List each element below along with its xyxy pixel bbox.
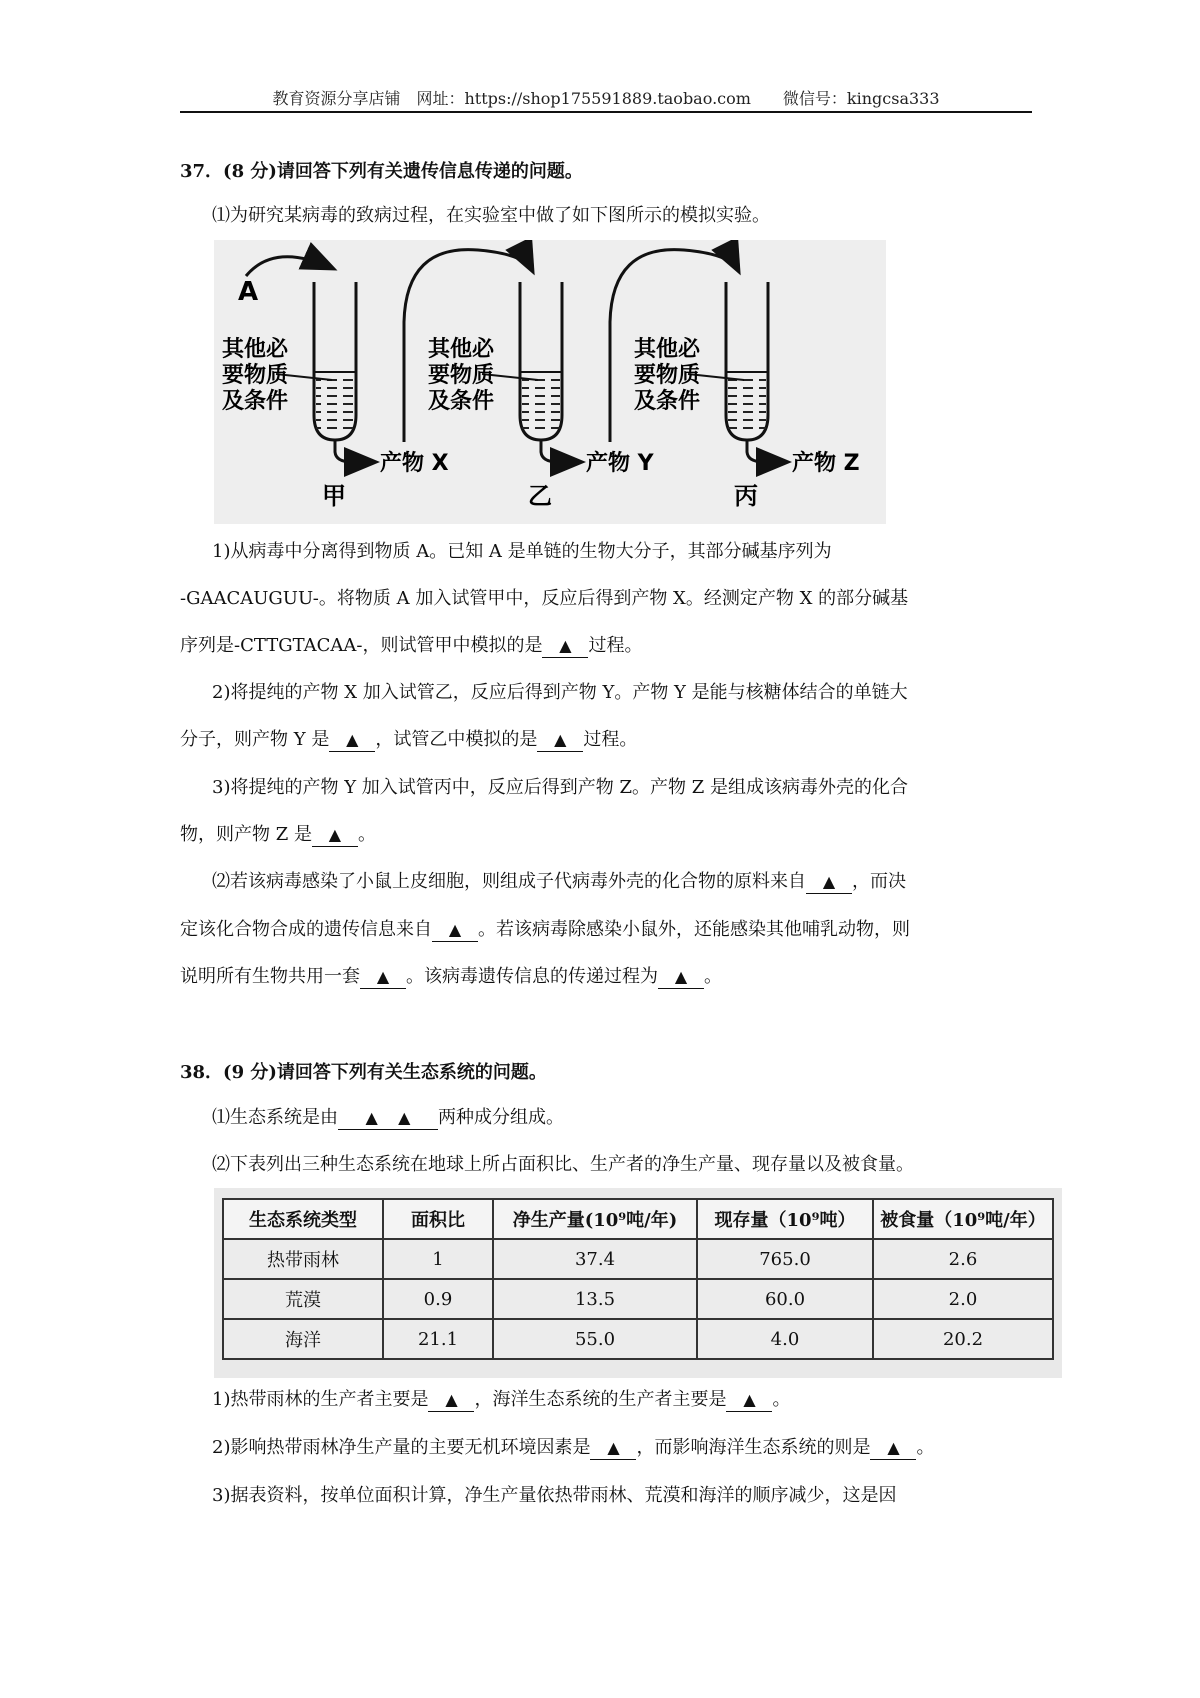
- table-header-cell: 净生产量(10⁹吨/年): [493, 1199, 697, 1239]
- conditions-label-3a: 其他必: [634, 337, 701, 362]
- table-cell: 13.5: [493, 1279, 697, 1319]
- conditions-label-3c: 及条件: [634, 389, 701, 414]
- q38-sub2: 2)影响热带雨林净生产量的主要无机环境因素是 ▲ ，而影响海洋生态系统的则是 ▲ 。: [212, 1437, 935, 1458]
- table-cell: 55.0: [493, 1319, 697, 1359]
- q37-part1-line2: -GAACAUGUU-。将物质 A 加入试管甲中，反应后得到产物 X。经测定产物 X 的部分碱基: [180, 588, 909, 609]
- answer-blank[interactable]: ▲: [870, 1437, 916, 1460]
- q37-part2-line1: 2)将提纯的产物 X 加入试管乙，反应后得到产物 Y。产物 Y 是能与核糖体结合的单链大: [212, 682, 908, 703]
- table-header-cell: 被食量（10⁹吨/年）: [873, 1199, 1053, 1239]
- ecosystem-table-figure: [214, 1188, 1062, 1378]
- q38-sub3: 3)据表资料，按单位面积计算，净生产量依热带雨林、荒漠和海洋的顺序减少，这是因: [212, 1485, 897, 1506]
- answer-blank[interactable]: ▲: [726, 1389, 772, 1412]
- product-z-label: 产物 Z: [792, 451, 860, 476]
- answer-blank[interactable]: ▲: [542, 635, 588, 658]
- table-row: [223, 1239, 1053, 1279]
- product-x-label: 产物 X: [380, 451, 449, 476]
- table-header-cell: 现存量（10⁹吨）: [697, 1199, 873, 1239]
- experiment-diagram: [214, 240, 886, 524]
- table-cell: 60.0: [697, 1279, 873, 1319]
- conditions-label-2b: 要物质: [428, 363, 495, 388]
- q37-part1-line1: 1)从病毒中分离得到物质 A。已知 A 是单链的生物大分子，其部分碱基序列为: [212, 541, 832, 562]
- table-cell: 21.1: [383, 1319, 493, 1359]
- table-cell: 海洋: [223, 1319, 383, 1359]
- answer-blank[interactable]: ▲: [658, 966, 704, 989]
- question-37-title: 37．(8 分)请回答下列有关遗传信息传递的问题。: [180, 161, 583, 182]
- answer-blank[interactable]: ▲: [590, 1437, 636, 1460]
- header-rule: [180, 111, 1032, 113]
- conditions-label-1a: 其他必: [222, 337, 289, 362]
- tube-jia-label: 甲: [322, 482, 346, 510]
- table-cell: 2.0: [873, 1279, 1053, 1319]
- table-cell: 4.0: [697, 1319, 873, 1359]
- conditions-label-1b: 要物质: [222, 363, 289, 388]
- test-tube-bing: [688, 282, 786, 462]
- table-row: [223, 1319, 1053, 1359]
- answer-blank[interactable]: ▲: [360, 966, 406, 989]
- table-cell: 2.6: [873, 1239, 1053, 1279]
- table-row: [223, 1279, 1053, 1319]
- table-cell: 1: [383, 1239, 493, 1279]
- question-38-title: 38．(9 分)请回答下列有关生态系统的问题。: [180, 1062, 547, 1083]
- answer-blank[interactable]: ▲: [329, 729, 375, 752]
- answer-blank[interactable]: ▲: [537, 729, 583, 752]
- tube-bing-label: 丙: [734, 482, 758, 510]
- table-cell: 37.4: [493, 1239, 697, 1279]
- table-header-row: [223, 1199, 1053, 1239]
- answer-blank[interactable]: ▲: [312, 824, 358, 847]
- q38-sub1: 1)热带雨林的生产者主要是 ▲ ，海洋生态系统的生产者主要是 ▲ 。: [212, 1389, 791, 1410]
- table-header-cell: 面积比: [383, 1199, 493, 1239]
- table-cell: 0.9: [383, 1279, 493, 1319]
- answer-blank[interactable]: ▲ ▲: [338, 1107, 438, 1130]
- substance-a-label: A: [238, 277, 259, 307]
- q37-intro: ⑴为研究某病毒的致病过程，在实验室中做了如下图所示的模拟实验。: [212, 205, 770, 226]
- table-cell: 热带雨林: [223, 1239, 383, 1279]
- answer-blank[interactable]: ▲: [432, 919, 478, 942]
- table-cell: 荒漠: [223, 1279, 383, 1319]
- ecosystem-table: [222, 1198, 1054, 1360]
- conditions-label-2a: 其他必: [428, 337, 495, 362]
- test-tube-jia: [276, 282, 374, 462]
- conditions-label-1c: 及条件: [222, 389, 289, 414]
- q37-part2-line2: 分子，则产物 Y 是 ▲ ，试管乙中模拟的是 ▲ 过程。: [180, 729, 638, 750]
- table-cell: 20.2: [873, 1319, 1053, 1359]
- q37-part1-line3: 序列是-CTTGTACAA-，则试管甲中模拟的是 ▲ 过程。: [180, 635, 643, 656]
- arrow-into-tube-1: [246, 257, 332, 276]
- answer-blank[interactable]: ▲: [806, 871, 852, 894]
- page-header: 教育资源分享店铺 网址：https://shop175591889.taobao.com 微信号：kingcsa333: [272, 89, 940, 108]
- q37-part4-line2: 定该化合物合成的遗传信息来自 ▲ 。若该病毒除感染小鼠外，还能感染其他哺乳动物，则: [180, 919, 910, 940]
- q37-part3-line1: 3)将提纯的产物 Y 加入试管丙中，反应后得到产物 Z。产物 Z 是组成该病毒外壳的化合: [212, 777, 908, 798]
- q37-part4-line3: 说明所有生物共用一套 ▲ 。该病毒遗传信息的传递过程为 ▲ 。: [180, 966, 722, 987]
- table-header-cell: 生态系统类型: [223, 1199, 383, 1239]
- q37-part4-line1: ⑵若该病毒感染了小鼠上皮细胞，则组成子代病毒外壳的化合物的原料来自 ▲ ，而决: [212, 871, 906, 892]
- q38-part2: ⑵下表列出三种生态系统在地球上所占面积比、生产者的净生产量、现存量以及被食量。: [212, 1154, 914, 1175]
- q38-part1: ⑴生态系统是由 ▲ ▲ 两种成分组成。: [212, 1107, 564, 1128]
- answer-blank[interactable]: ▲: [428, 1389, 474, 1412]
- product-y-label: 产物 Y: [586, 451, 654, 476]
- test-tube-yi: [482, 282, 580, 462]
- conditions-label-2c: 及条件: [428, 389, 495, 414]
- conditions-label-3b: 要物质: [634, 363, 701, 388]
- table-cell: 765.0: [697, 1239, 873, 1279]
- q37-part3-line2: 物，则产物 Z 是 ▲ 。: [180, 824, 376, 845]
- tube-yi-label: 乙: [528, 482, 552, 510]
